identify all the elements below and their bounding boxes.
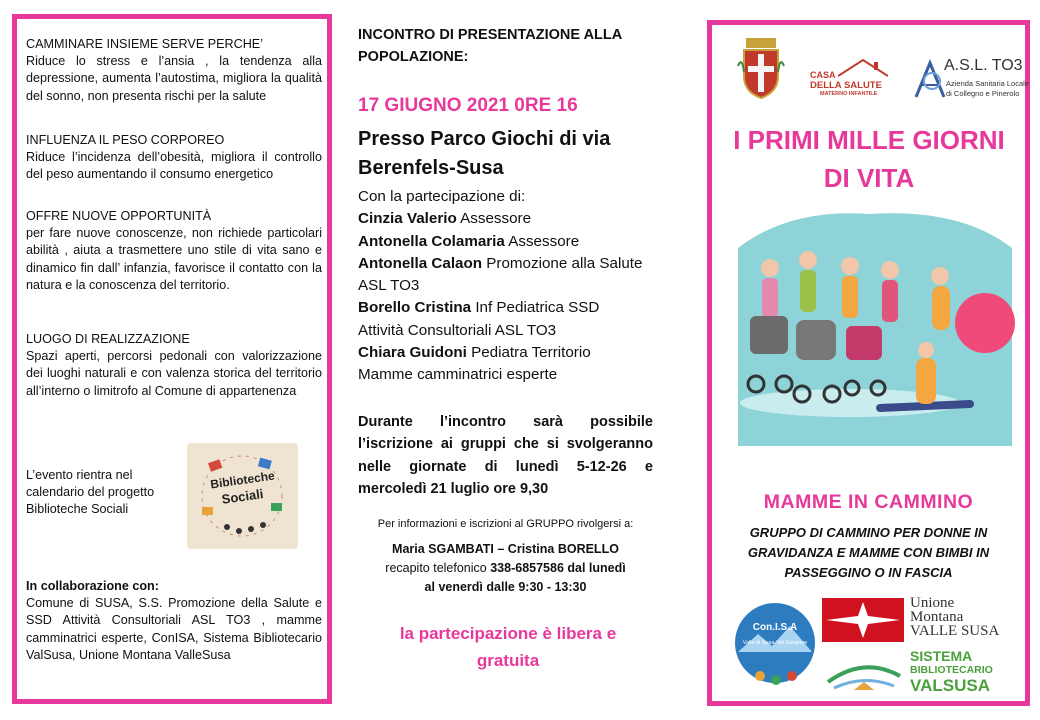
unione-montana-logo	[822, 596, 1002, 646]
contact-block	[358, 540, 653, 597]
phone-suffix: dal lunedì	[563, 561, 626, 575]
crest-icon	[736, 36, 786, 100]
badge-line2: Sociali	[220, 486, 265, 507]
section-weight	[26, 132, 322, 184]
participant-name: Cinzia Valerio	[358, 210, 457, 228]
phone-prefix: recapito telefonico	[385, 561, 491, 575]
participant-row	[358, 208, 648, 230]
section-body: Comune di SUSA, S.S. Promozione della Salute e SSD Attività Consultoriali ASL TO3 , mamme camminatrici esperte, ConISA, Sistema Bibliotecario ValSusa, Unione Montana ValleSusa	[26, 596, 322, 662]
section-location	[26, 331, 322, 400]
susa-crest-logo	[736, 36, 786, 100]
sistema-line1: SISTEMA	[910, 648, 973, 664]
participant-row	[358, 253, 648, 298]
section-body: Riduce lo stress e l’ansia , la tendenza alla depressione, aumenta l’autostima, migliora la qualità del sonno, non presenta rischi per la salute	[26, 54, 322, 103]
section-title: CAMMINARE INSIEME SERVE PERCHE’	[26, 37, 263, 51]
casa-line1: CASA	[810, 70, 836, 80]
participant-role: Assessore	[504, 232, 580, 250]
unione-flag	[822, 598, 904, 642]
casa-line2: DELLA SALUTE	[810, 80, 882, 91]
house-icon	[838, 58, 888, 78]
section-body: Riduce l’incidenza dell’obesità, migliora il controllo del peso aumentando il consumo energetico	[26, 150, 322, 182]
flyer-subtitle: MAMME IN CAMMINO	[763, 491, 974, 513]
section-body: Spazi aperti, percorsi pedonali con valorizzazione dei luoghi naturali e con valenza storica del territorio all’interno o limitrofo al Comune di appartenenza	[26, 349, 322, 398]
casa-della-salute-logo	[804, 58, 890, 102]
participant-role: Inf Pediatrica SSD Attività Consultoriali ASL TO3	[358, 299, 600, 339]
conisa-logo	[732, 600, 818, 686]
biblioteche-sociali-logo	[187, 443, 298, 549]
participant-role: Promozione alla Salute ASL TO3	[358, 254, 643, 295]
asl-sub2: di Collegno e Pinerolo	[946, 89, 1020, 98]
extra-participant: Mamme camminatrici esperte	[358, 366, 558, 384]
section-title: OFFRE NUOVE OPPORTUNITÀ	[26, 209, 212, 223]
section-opportunities	[26, 208, 322, 294]
conisa-sub: Valle di Susa-Val Sangone	[742, 640, 808, 646]
participants-block	[358, 186, 648, 387]
section-collaboration	[26, 578, 322, 664]
flyer-description: GRUPPO DI CAMMINO PER DONNE IN GRAVIDANZA E MAMME CON BIMBI IN PASSEGGINO O IN FASCIA	[747, 525, 990, 580]
section-benefits	[26, 36, 322, 105]
participant-role: Assessore	[456, 210, 532, 228]
star-cross-icon	[822, 598, 904, 642]
section-title: LUOGO DI REALIZZAZIONE	[26, 332, 190, 346]
sistema-line3: VALSUSA	[910, 676, 990, 695]
mothers-walking-illustration	[730, 208, 1016, 446]
participant-name: Antonella Calaon	[358, 254, 483, 272]
participant-row	[358, 342, 648, 364]
section-title: In collaborazione con:	[26, 579, 159, 593]
asl-name: A.S.L. TO3	[944, 57, 1023, 74]
contact-hours: al venerdì dalle 9:30 - 13:30	[424, 580, 587, 594]
mothers-strollers-icon	[730, 208, 1016, 446]
asl-sub1: Azienda Sanitaria Locale	[946, 79, 1029, 88]
participant-row	[358, 231, 648, 253]
phone-number: 338-6857586	[490, 561, 564, 575]
unione-line2: Montana	[910, 609, 964, 625]
asl-mark-icon	[912, 59, 948, 101]
unione-line1: Unione	[910, 595, 955, 611]
event-date: 17 GIUGNO 2021 0RE 16	[358, 95, 578, 116]
participant-name: Chiara Guidoni	[358, 344, 467, 362]
participant-name: Antonella Colamaria	[358, 232, 505, 250]
section-body: per fare nuove conoscenze, non richiede particolari abilità , aiuta a trasmettere uno stile di vita sano e dinamico fin dall’ infanzia, favorisce il contatto con la natura e la conoscenza del territorio.	[26, 226, 322, 292]
participation-intro: Con la partecipazione di:	[358, 188, 526, 205]
sistema-line2: BIBLIOTECARIO	[910, 664, 993, 676]
sistema-bibliotecario-logo	[824, 648, 1004, 698]
contact-phone-line	[358, 559, 653, 578]
conisa-name: Con.I.S.A	[752, 622, 798, 633]
contact-names: Maria SGAMBATI – Cristina BORELLO	[392, 542, 619, 556]
unione-line3: VALLE SUSA	[910, 623, 1000, 639]
open-book-icon	[824, 652, 904, 696]
participant-name: Borello Cristina	[358, 299, 472, 317]
asl-to3-logo	[912, 55, 1029, 107]
event-note: L’evento rientra nel calendario del progetto Biblioteche Sociali	[26, 468, 155, 517]
event-place: Presso Parco Giochi di via Berenfels-Susa	[358, 128, 611, 179]
section-title: INFLUENZA IL PESO CORPOREO	[26, 133, 225, 147]
participant-role: Pediatra Territorio	[466, 344, 591, 362]
free-participation-note: la partecipazione è libera e gratuita	[399, 624, 617, 670]
presentation-heading: INCONTRO DI PRESENTAZIONE ALLA POPOLAZIONE:	[358, 27, 622, 65]
badge-line1: Biblioteche	[209, 468, 276, 492]
registration-info: Durante l’incontro sarà possibile l’iscrizione ai gruppi che si svolgeranno nelle giornate di lunedì 5-12-26 e mercoledì 21 luglio ore 9,30	[358, 414, 653, 497]
participant-row	[358, 297, 648, 342]
info-intro: Per informazioni e iscrizioni al GRUPPO rivolgersi a:	[377, 518, 634, 530]
flyer-title: I PRIMI MILLE GIORNI DI VITA	[733, 125, 1005, 193]
casa-line3: MATERNO INFANTILE	[820, 91, 878, 97]
